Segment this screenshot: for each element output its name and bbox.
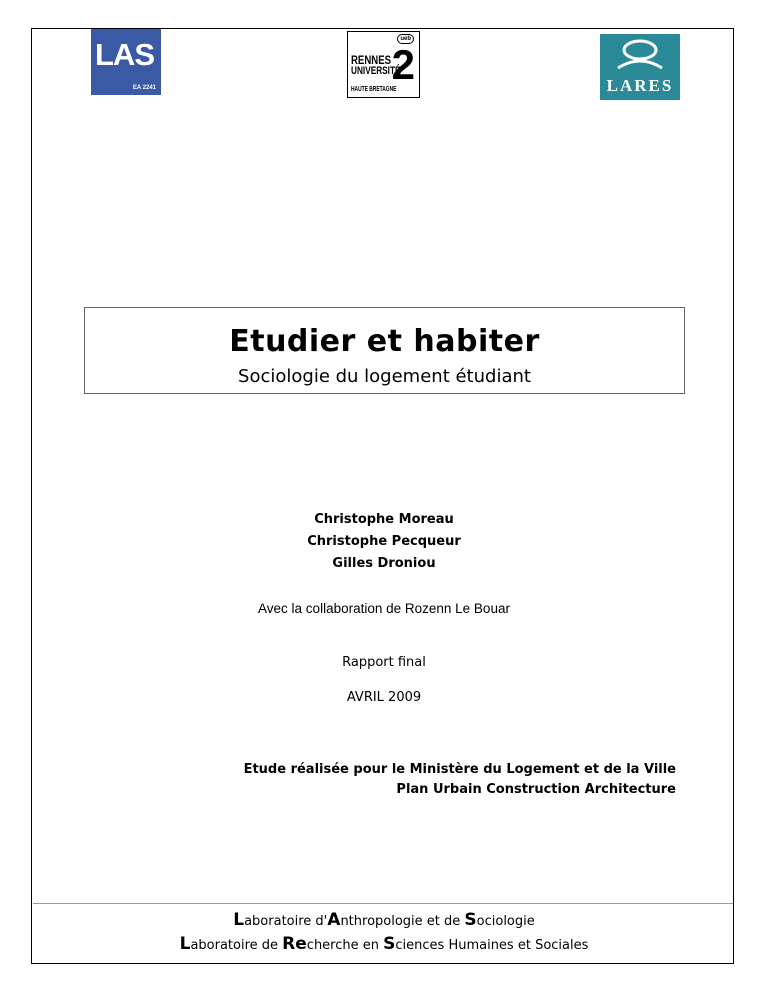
rennes-number: 2 xyxy=(391,41,415,88)
collaboration-note: Avec la collaboration de Rozenn Le Bouar xyxy=(258,601,510,616)
initial-letter: L xyxy=(179,934,191,954)
author-name: Christophe Moreau xyxy=(314,512,454,527)
rennes-line1: RENNES xyxy=(351,53,392,67)
initial-letter: S xyxy=(383,934,396,954)
document-title: Etudier et habiter xyxy=(229,324,540,359)
rennes-line2: UNIVERSITÉ xyxy=(351,65,401,77)
lab-text: cherche en xyxy=(306,938,384,953)
lares-logo xyxy=(600,34,680,100)
initial-letter: S xyxy=(464,910,477,930)
las-logo xyxy=(91,29,161,95)
initial-letter: L xyxy=(233,910,245,930)
lab-text: aboratoire d' xyxy=(244,914,328,929)
lab-text: aboratoire de xyxy=(190,938,283,953)
page-frame xyxy=(31,28,734,964)
initial-letter: Re xyxy=(282,934,307,954)
author-name: Gilles Droniou xyxy=(332,556,436,571)
lab-text: ociologie xyxy=(476,914,535,929)
lab-name-las xyxy=(0,910,768,930)
footer-divider xyxy=(33,903,733,904)
report-type: Rapport final xyxy=(342,655,426,670)
lab-text: nthropologie et de xyxy=(340,914,465,929)
study-line: Etude réalisée pour le Ministère du Logement et de la Ville xyxy=(243,762,676,777)
author-name: Christophe Pecqueur xyxy=(307,534,461,549)
lares-logo-text: LARES xyxy=(606,76,674,95)
authors-block xyxy=(0,509,768,575)
initial-letter: A xyxy=(327,910,341,930)
report-date: AVRIL 2009 xyxy=(346,690,422,705)
rennes2-logo xyxy=(347,31,420,98)
study-sponsor xyxy=(244,760,676,800)
rennes-line3: HAUTE BRETAGNE xyxy=(351,86,397,93)
title-box xyxy=(84,307,685,394)
ueb-mark: ueb xyxy=(397,34,414,44)
lab-name-lares xyxy=(0,934,768,954)
study-line: Plan Urbain Construction Architecture xyxy=(396,782,676,797)
las-logo-subtext: EA 2241 xyxy=(132,85,156,91)
document-subtitle: Sociologie du logement étudiant xyxy=(238,366,531,387)
las-logo-text: LAS xyxy=(95,37,154,72)
lab-text: ciences Humaines et Sociales xyxy=(395,938,589,953)
